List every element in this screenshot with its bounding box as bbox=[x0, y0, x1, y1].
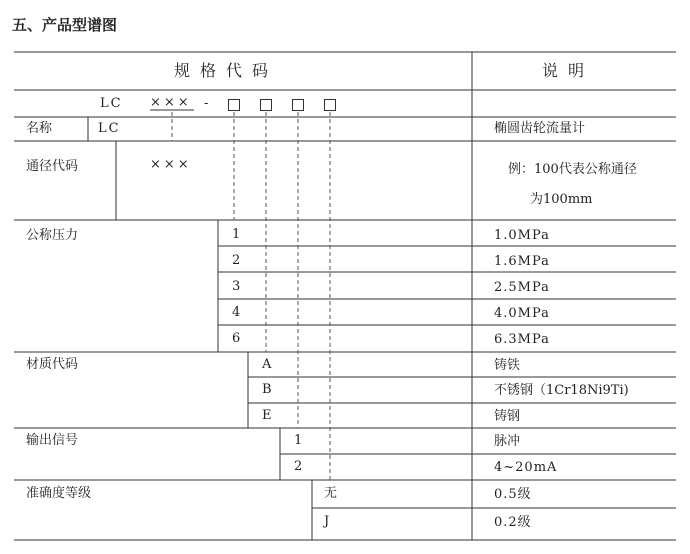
pressure-desc-1: 1.0MPa bbox=[494, 228, 550, 243]
pressure-code-6: 6 bbox=[232, 331, 241, 346]
material-desc-b: 不锈钢（1Cr18Ni9Ti) bbox=[494, 383, 629, 398]
output-desc-1: 脉冲 bbox=[494, 434, 521, 449]
model-slot-accuracy bbox=[324, 99, 336, 111]
output-code-1: 1 bbox=[294, 433, 303, 448]
accuracy-code-j: J bbox=[324, 514, 330, 529]
material-desc-a: 铸铁 bbox=[494, 358, 521, 373]
model-slot-pressure bbox=[228, 99, 240, 111]
output-label: 输出信号 bbox=[26, 433, 79, 448]
accuracy-code-none: 无 bbox=[324, 486, 338, 501]
diameter-label: 通径代码 bbox=[26, 159, 79, 174]
accuracy-label: 准确度等级 bbox=[26, 486, 92, 501]
material-label: 材质代码 bbox=[26, 357, 79, 372]
material-desc-e: 铸钢 bbox=[494, 409, 521, 424]
section-heading: 五、产品型谱图 bbox=[12, 16, 118, 34]
pressure-desc-3: 2.5MPa bbox=[494, 280, 550, 295]
pressure-code-3: 3 bbox=[232, 279, 241, 294]
diameter-description-2: 为100mm bbox=[530, 192, 593, 207]
diameter-description-1: 例：100代表公称通径 bbox=[508, 162, 637, 177]
pressure-label: 公称压力 bbox=[26, 228, 79, 243]
name-description: 椭圆齿轮流量计 bbox=[494, 121, 586, 136]
model-prefix: LC bbox=[100, 96, 123, 111]
material-code-a: A bbox=[262, 357, 272, 372]
accuracy-desc-none: 0.5级 bbox=[494, 487, 532, 502]
header-spec-code: 规格代码 bbox=[174, 61, 279, 80]
pressure-desc-4: 4.0MPa bbox=[494, 306, 550, 321]
accuracy-desc-j: 0.2级 bbox=[494, 515, 532, 530]
model-dash: - bbox=[204, 96, 209, 111]
model-diameter-placeholder: ××× bbox=[150, 95, 192, 110]
material-code-b: B bbox=[262, 382, 272, 397]
model-slot-material bbox=[260, 99, 272, 111]
header-description: 说明 bbox=[542, 61, 595, 80]
diameter-code: ××× bbox=[150, 157, 192, 172]
name-label: 名称 bbox=[26, 121, 53, 136]
output-code-2: 2 bbox=[294, 459, 303, 474]
pressure-code-2: 2 bbox=[232, 253, 241, 268]
name-code: LC bbox=[98, 121, 121, 136]
pressure-code-4: 4 bbox=[232, 305, 241, 320]
pressure-desc-6: 6.3MPa bbox=[494, 332, 550, 347]
pressure-desc-2: 1.6MPa bbox=[494, 254, 550, 269]
output-desc-2: 4~20mA bbox=[494, 460, 558, 475]
model-slot-output bbox=[292, 99, 304, 111]
material-code-e: E bbox=[262, 408, 272, 423]
pressure-code-1: 1 bbox=[232, 227, 241, 242]
